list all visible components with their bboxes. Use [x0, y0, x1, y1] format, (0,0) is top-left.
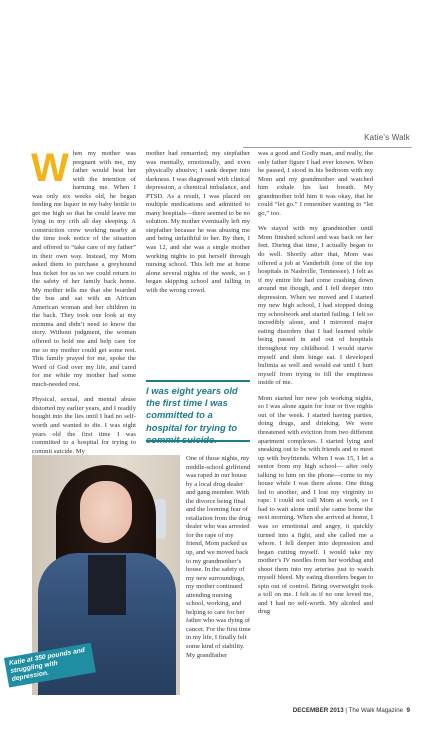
article-column-3 — [258, 150, 373, 624]
paragraph: One of those nights, my middle-school girlfriend was raped in our house by a local drug dealer and gang member. With the divorce being final and the looming fear of retaliation from the drug dealer who was arrested for the rape of my friend, Mom packed us up, and we moved back to my grandmother’s house. In the safety of my new surroundings, my mother continued attending nursing school, working, and helping to care for her father who was dying of cancer. For the first time in my life, I finally felt some kind of stability. My grandfather — [186, 455, 251, 659]
footer-separator: | — [343, 707, 349, 714]
photo-shirt — [88, 555, 126, 615]
section-label: Katie's Walk — [364, 133, 410, 142]
article-column-2 — [146, 150, 250, 302]
paragraph — [31, 146, 136, 389]
pullquote-rule-bottom — [146, 440, 250, 442]
article-column-1 — [31, 146, 136, 463]
header-rule — [243, 147, 412, 148]
top-blank-area — [0, 0, 422, 124]
paragraph: We stayed with my grandmother until Mom finished school and was back on her feet. During that time, I actually began to do well. Shortly after that, Mom was offered a job at Vanderbilt (one of the top hospitals in Nashville, Tennessee). I felt as if my entire life had come crashing down around me though, and I fell deeper into depression. When we moved and I started my new high school, I had stopped doing my schoolwork and started failing. I felt so incredibly alone, and I mirrored major eating disorders that I had learned while being passed in and out of hospitals throughout my childhood. I would starve myself and then binge eat. I developed bulimia as well and would eat until I hurt myself from trying to fill the emptiness inside of me. — [258, 225, 373, 387]
drop-cap: W — [31, 146, 69, 190]
photo-caption: Katie at 350 pounds and struggling with depression. — [4, 643, 96, 688]
footer-date: DECEMBER 2013 — [292, 707, 344, 714]
paragraph: Physical, sexual, and mental abuse distorted my earlier years, and I readily bought into the lies until I had no self-worth and wanted to die. I was eight years old the first time I was committed to a hospital for trying to commit suicide. My — [32, 396, 136, 455]
page-footer — [293, 707, 410, 714]
page-number: 9 — [406, 707, 410, 714]
paragraph: was a good and Godly man, and really, the only father figure I had ever known. When he passed, I stood in his bedroom with my Mom and my grandmother and watched him exhale his last breath. My grandmother told him it was okay, that he could “let go.” I remember wanting to “let go,” too. — [258, 150, 373, 217]
pullquote-rule-top — [146, 380, 250, 382]
pull-quote: I was eight years old the first time I was committed to a hospital for trying to — [146, 385, 238, 433]
paragraph: Mom started her new job working nights, so I was alone again for four or five nights out of the week. I started having parties, doing drugs, and drinking. We were threatened with eviction from two different apartment complexes. I started lying and sneaking out to be with friends and to meet up with boyfriends. When I was 15, I let a senior from my high school— after only talking to him on the phone—come to my house while I was there alone. One thing led to another, and I lost my virginity to rape. I could not call Mom at work, so I had to wait alone until she came home the next morning. When she arrived at home, I was so emotional and angry, it quickly turned into a fight, and she called me a whore. I fell deeper into depression and began cutting myself. I would take my mother’s IV needles from her workbag and shoot them into my arteries just to watch myself bleed. My eating disorders began to spin out of control. Being overweight took a toll on me. I felt as if no one loved me, and I had no self-worth. My alcohol and drug — [258, 394, 373, 616]
footer-magazine: The Walk Magazine — [348, 707, 404, 714]
article-column-2-continued — [186, 455, 252, 667]
photo-face — [80, 481, 132, 543]
paragraph: mother had remarried; my stepfather was mentally, emotionally, and even physically abusive; I sank deeper into darkness. I was diagnosed with clinical depression, a chemical imbalance, and PTSD. As a result, I was placed on multiple medications and admitted to many hospitals—there seemed to be no solution. My mother eventually left my stepfather because he was abusing me and being unfaithful to her. By then, I was 12, and she was a single mother working nights to put herself through nursing school. This left me at home alone several nights of the week, so I began skipping school and falling in with the wrong crowd. — [146, 150, 250, 294]
paragraph-text: hen my mother was pregnant with me, my father would beat her with the intention of harming me. When I was only six weeks old, he began feeding me liquor in my baby bottle to get me high so that he could leave me lying in my crib all day sleeping. A construction crew working nearby at the time took notice of the situation and offered to “take care of my father” in their own way. Instead, my Mom asked them to purchase a greyhound bus ticket for us so we could return to the safety of her family back home. My mother tells me that she boarded the bus and sat with an African American woman and her children in the back. They took one look at my momma and didn’t need to know the story. Without judgment, the woman offered to hold me and help care for me so my mother could get some rest. This family prayed for me, spoke the Word of God over my life, and cared for me while my mother had some much-needed rest. — [32, 150, 136, 388]
